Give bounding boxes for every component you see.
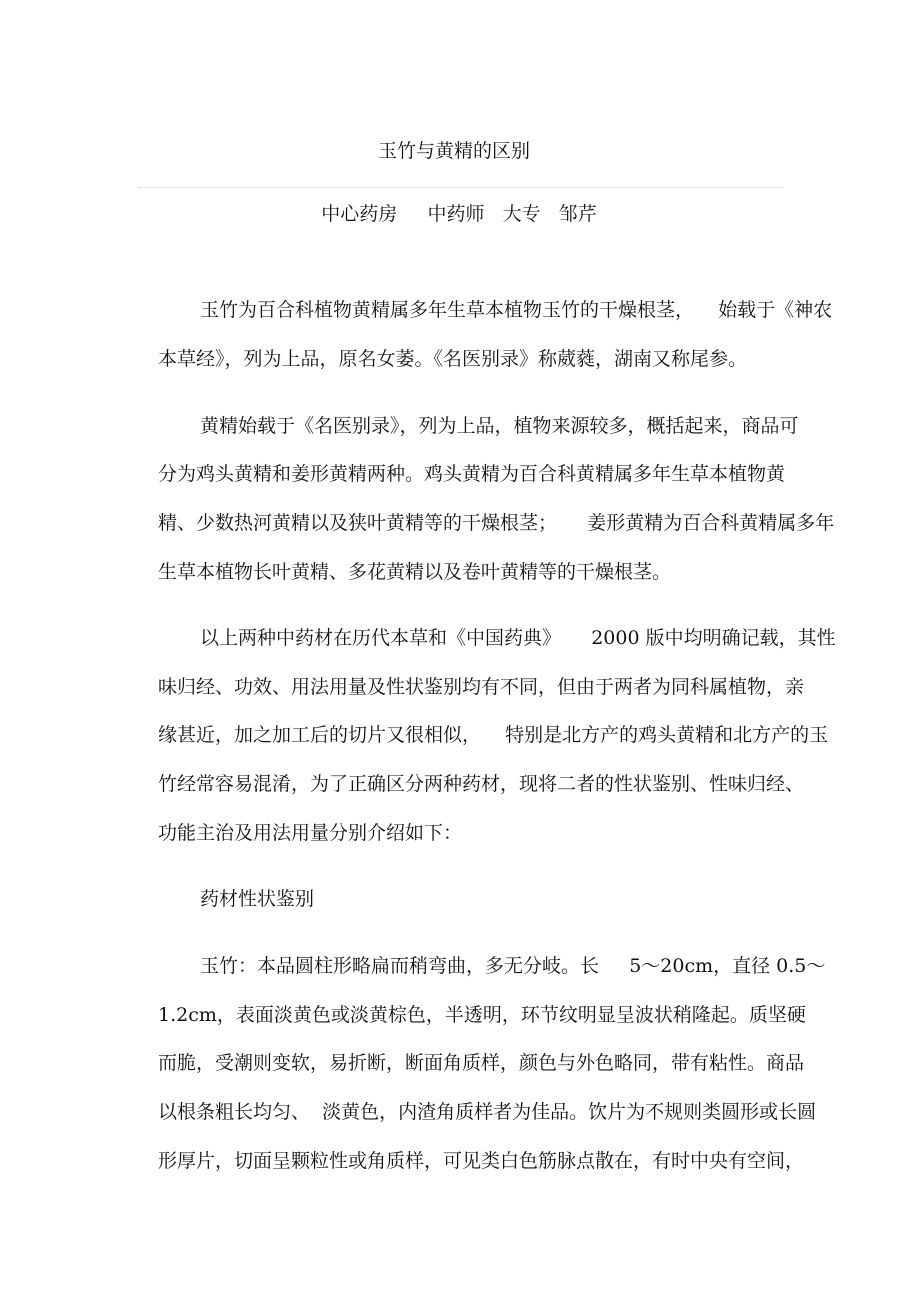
- paragraph-2-line-2: 分为鸡头黄精和姜形黄精两种。鸡头黄精为百合科黄精属多年生草本植物黄: [158, 463, 786, 485]
- paragraph-4-line-3: 而脆，受潮则变软，易折断，断面角质样，颜色与外色略同，带有粘性。商品: [158, 1052, 805, 1074]
- section-heading: 药材性状鉴别: [200, 888, 315, 910]
- paragraph-2-line-1: 黄精始载于《名医别录》，列为上品，植物来源较多，概括起来，商品可: [200, 415, 799, 437]
- paragraph-4-line-1: 玉竹：本品圆柱形略扁而稍弯曲，多无分岐。长 5～20cm，直径 0.5～: [200, 955, 826, 977]
- paragraph-2-line-4: 生草本植物长叶黄精、多花黄精以及卷叶黄精等的干燥根茎。: [158, 561, 672, 583]
- paragraph-4-line-5: 形厚片，切面呈颗粒性或角质样，可见类白色筋脉点散在，有时中央有空间，: [158, 1150, 805, 1172]
- paragraph-3-line-2: 味归经、功效、用法用量及性状鉴别均有不同，但由于两者为同科属植物，亲: [158, 676, 805, 698]
- author-line: 中心药房 中药师 大专 邹芹: [321, 203, 597, 225]
- paragraph-3-line-3: 缘甚近，加之加工后的切片又很相似， 特别是北方产的鸡头黄精和北方产的玉: [158, 724, 829, 746]
- paragraph-3-line-5: 功能主治及用法用量分别介绍如下：: [158, 822, 463, 844]
- title-divider: [138, 187, 783, 188]
- paragraph-3-line-1: 以上两种中药材在历代本草和《中国药典》 2000 版中均明确记载，其性: [200, 627, 836, 649]
- paragraph-4-line-2: 1.2cm，表面淡黄色或淡黄棕色，半透明，环节纹明显呈波状稍隆起。质坚硬: [158, 1004, 806, 1026]
- paragraph-2-line-3: 精、少数热河黄精以及狭叶黄精等的干燥根茎； 姜形黄精为百合科黄精属多年: [158, 512, 835, 534]
- paragraph-3-line-4: 竹经常容易混淆，为了正确区分两种药材，现将二者的性状鉴别、性味归经、: [158, 773, 805, 795]
- paragraph-1-line-1: 玉竹为百合科植物黄精属多年生草本植物玉竹的干燥根茎， 始载于《神农: [200, 299, 833, 321]
- document-title: 玉竹与黄精的区别: [377, 140, 530, 162]
- paragraph-4-line-4: 以根条粗长均匀、 淡黄色，内渣角质样者为佳品。饮片为不规则类圆形或长圆: [158, 1101, 817, 1123]
- paragraph-1-line-2: 本草经》，列为上品，原名女萎。《名医别录》称葳蕤，湖南又称尾参。: [158, 348, 748, 370]
